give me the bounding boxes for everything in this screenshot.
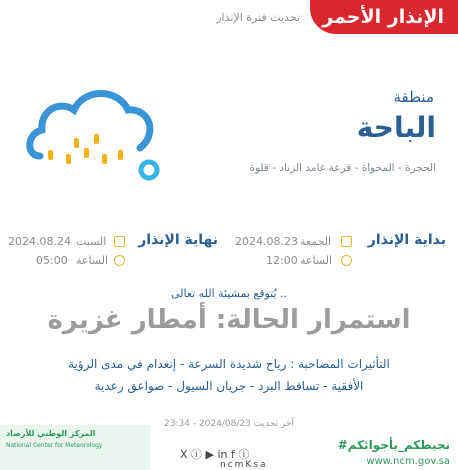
forecast-effects	[18, 353, 440, 397]
clock-icon	[341, 255, 352, 266]
start-day: الجمعة	[300, 235, 332, 248]
start-date: 2024.08.23	[235, 235, 298, 248]
end-title: نهاية الإنذار	[138, 232, 218, 248]
website-link[interactable]: www.ncm.gov.sa	[366, 456, 450, 467]
red-alert-label: الإنذار الأحمر	[322, 6, 444, 28]
affected-places: الحجرة - المخواة - قرعة غامد الزناد - قلوة	[249, 162, 436, 174]
start-time: 12:00	[266, 254, 298, 267]
social-handle[interactable]: ncmKsa	[220, 460, 268, 470]
org-logo	[0, 425, 150, 470]
end-date: 2024.08.24	[8, 235, 71, 248]
cloud-rain-icon	[18, 78, 168, 188]
region-name: الباحة	[356, 111, 436, 144]
org-name-en: National Center for Meteorology	[6, 442, 103, 449]
calendar-icon	[114, 236, 125, 247]
end-time: 05:00	[36, 254, 68, 267]
effects-line-1: التأثيرات المصاحبة : رياح شديدة السرعة - إنعدام في مدى الرؤية	[68, 357, 390, 371]
calendar-icon	[341, 236, 352, 247]
hashtag[interactable]: #نحيطكم_بأجوائكم	[337, 438, 450, 452]
clock-icon	[114, 255, 125, 266]
last-update: آخر تحديث 2024/08/23 - 23:34	[164, 419, 294, 429]
end-day: السبت	[76, 235, 107, 248]
red-alert-badge	[310, 0, 458, 34]
start-time-label: الساعة	[300, 254, 333, 267]
social-icons[interactable]: X ⓘ ▶ in f ⓘ	[180, 448, 250, 461]
forecast-intro: يُتوقع بمشيئة الله تعالى ..	[170, 287, 288, 300]
start-title: بداية الإنذار	[367, 232, 446, 248]
org-name: المركز الوطني للأرصاد	[6, 429, 96, 438]
update-period-label: تحديث فترة الإنذار	[216, 11, 300, 24]
region-label: منطقة	[393, 88, 434, 106]
end-time-label: الساعة	[76, 254, 109, 267]
effects-line-2: الأفقية - تساقط البرد - جريان السيول - صواعق رعدية	[94, 379, 364, 393]
forecast-headline: استمرار الحالة: أمطار غزيرة	[47, 305, 411, 335]
